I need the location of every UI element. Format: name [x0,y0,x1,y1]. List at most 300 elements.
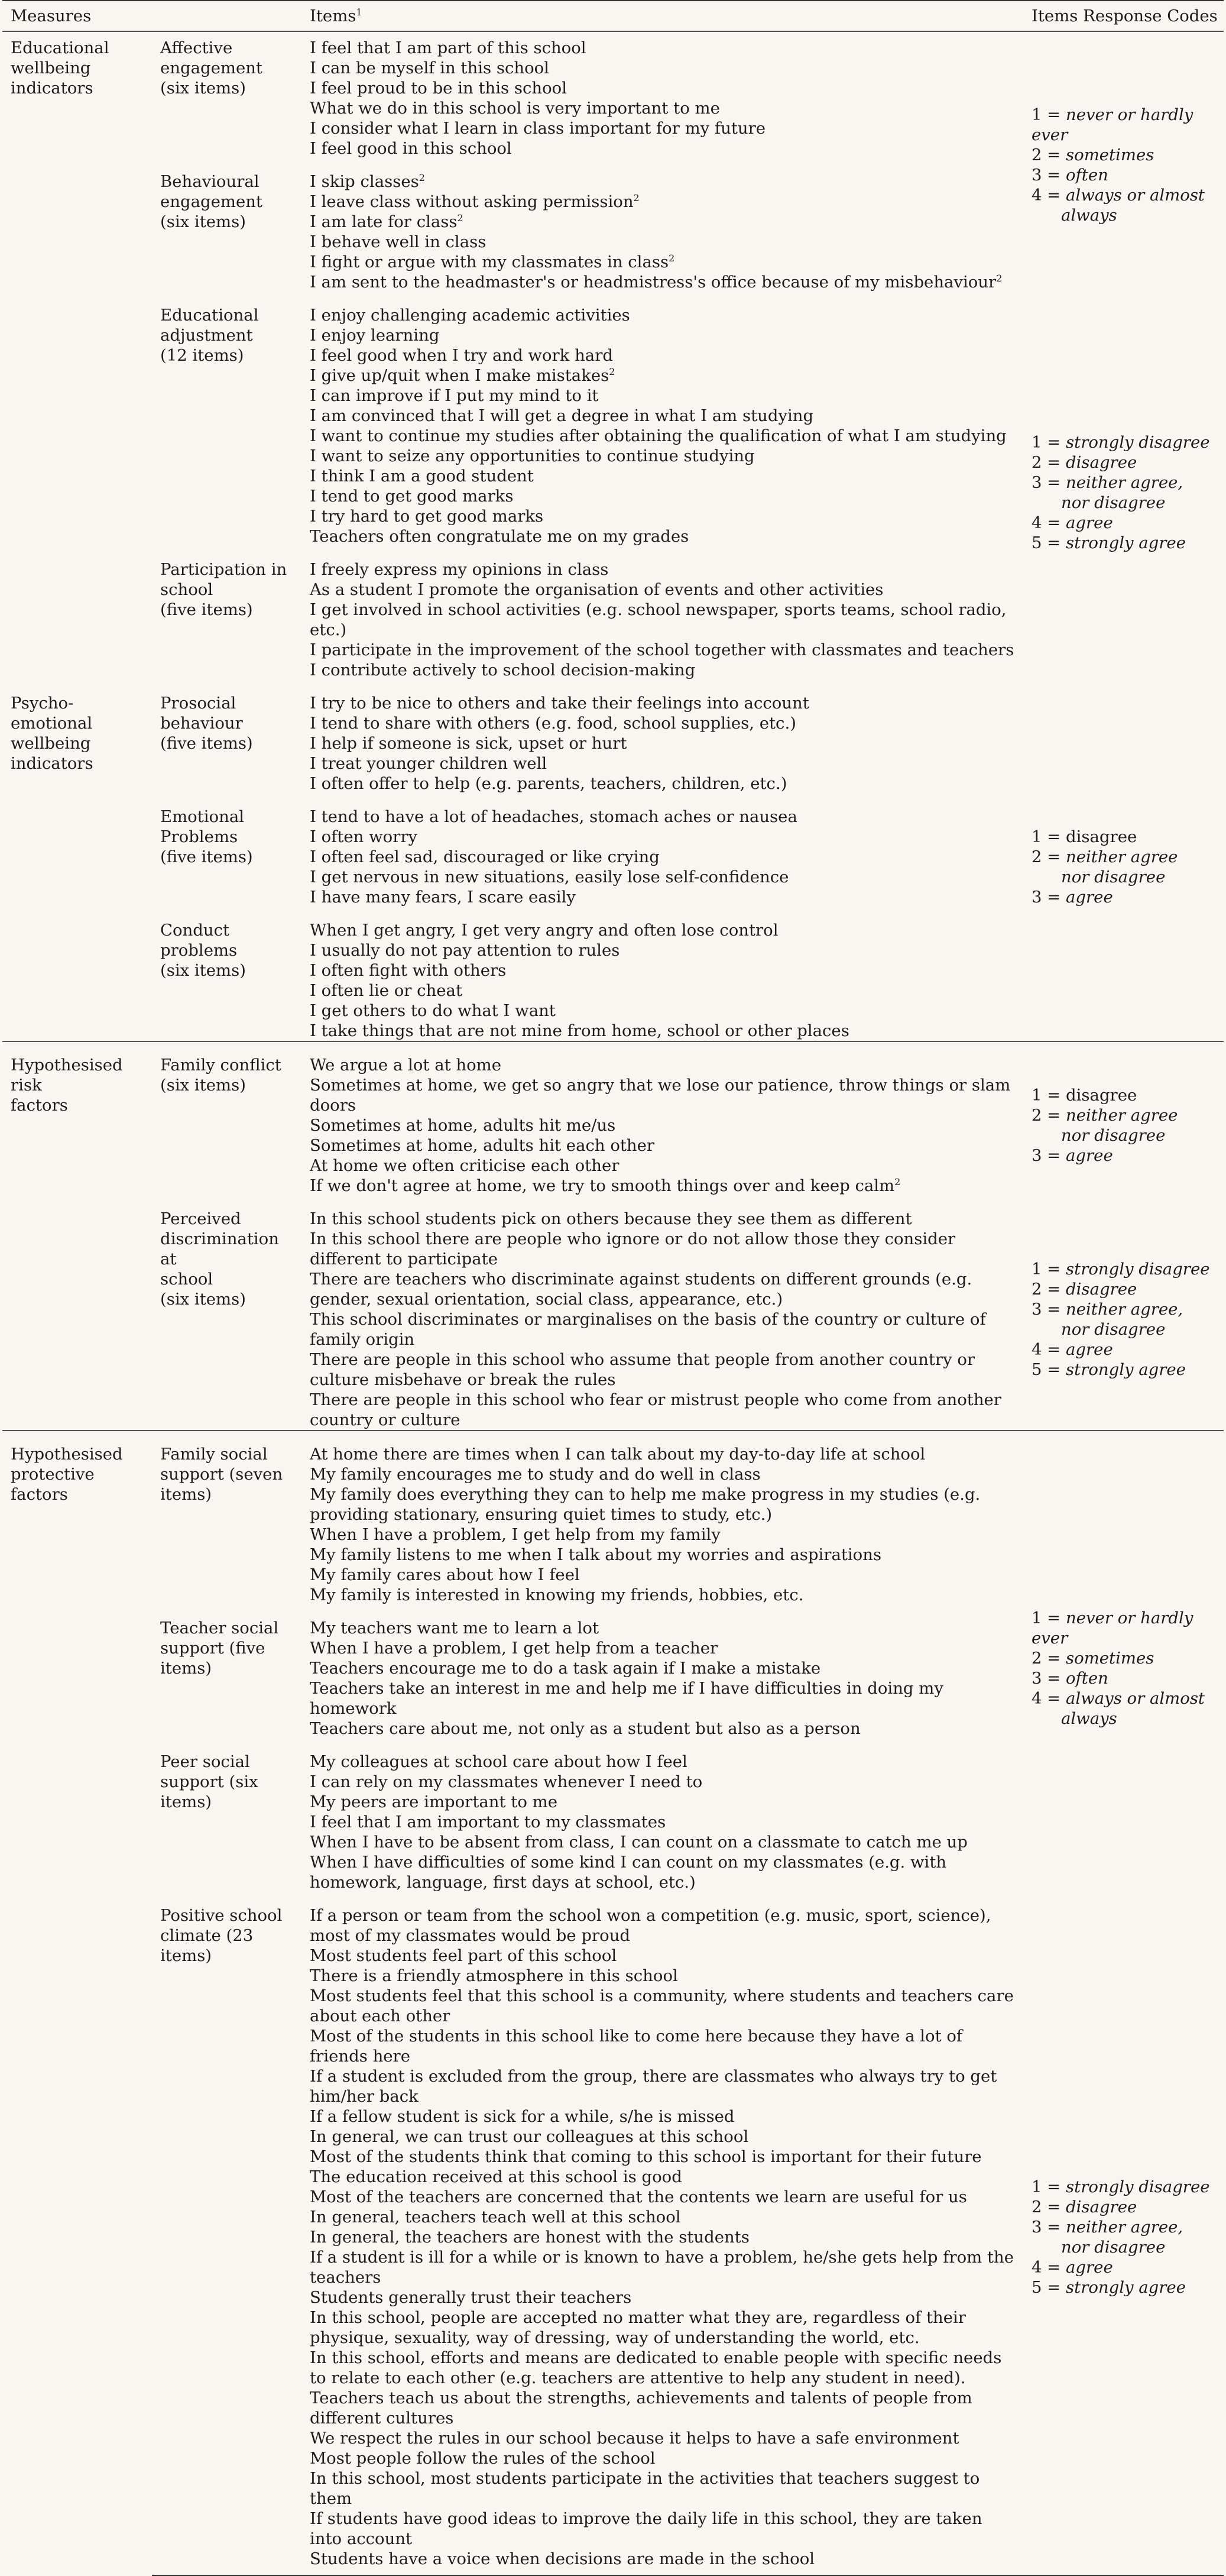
items-cell [301,680,1023,794]
code-number: 4 = [1032,1689,1061,1708]
item-text [310,192,1019,212]
code-number: 5 = [1032,533,1061,552]
response-code [1032,847,1219,887]
code-label: never or hardly ever [1032,1609,1193,1648]
code-label: often [1066,1669,1108,1688]
item-label: When I get angry, I get very angry and often lose control [310,921,779,940]
item-label: I give up/quit when I make mistakes [310,366,609,385]
item-text [310,1565,1019,1585]
item-text [310,466,1019,486]
code-label: neither agree [1066,847,1178,866]
item-text [310,426,1019,446]
code-number: 4 = [1032,1340,1061,1359]
response-code [1032,1608,1219,1648]
item-text [310,212,1019,232]
item-text [310,1852,1019,1892]
item-text [310,325,1019,345]
item-text [310,774,1019,794]
item-text [310,232,1019,252]
measure-subscale: Family social support (seven items) [152,1431,301,1605]
response-code [1032,2257,1219,2277]
header-measures: Measures [2,1,301,31]
measure-subscale: Perceived discrimination at school (six items) [160,1209,279,1309]
item-text [310,600,1019,640]
item-label: I contribute actively to school decision-making [310,661,696,679]
response-codes [1023,1431,1224,1892]
response-code [1032,1279,1219,1299]
response-codes [1023,1041,1224,1196]
item-text [310,2167,1019,2187]
item-text [310,138,1019,158]
item-text [310,1055,1019,1075]
item-label: I take things that are not mine from home, school or other places [310,1021,849,1040]
item-text [310,693,1019,713]
item-text [310,446,1019,466]
item-text [310,486,1019,506]
item-text [310,1021,1019,1041]
code-label-continuation: nor disagree [1061,493,1166,512]
response-codes [1023,1196,1224,1431]
item-text [310,2287,1019,2308]
code-label-continuation: nor disagree [1061,868,1166,886]
item-label: I have many fears, I scare easily [310,888,576,907]
code-number: 4 = [1032,186,1061,205]
items-cell [301,1892,1023,2575]
table-row [2,31,1224,158]
item-label: I consider what I learn in class important for my future [310,119,766,138]
item-text [310,1209,1019,1229]
measure-subscale: Educational adjustment (12 items) [160,306,259,365]
item-label: I get nervous in new situations, easily lose self-confidence [310,868,789,886]
code-label: strongly disagree [1066,433,1210,452]
item-label: My family does everything they can to help me make progress in my studies (e.g. providing stationary, ensuring quiet times to study, etc.) [310,1485,981,1524]
code-label: neither agree [1066,1106,1178,1125]
item-label: Sometimes at home, adults hit each other [310,1136,655,1155]
code-number: 2 = [1032,2198,1061,2216]
item-text [310,98,1019,118]
table-row [2,1041,1224,1196]
item-text [310,920,1019,940]
item-label: Teachers care about me, not only as a student but also as a person [310,1719,861,1738]
response-code [1032,533,1219,553]
item-text [310,1618,1019,1638]
code-label-continuation: always [1061,206,1117,225]
code-label: sometimes [1066,1649,1154,1668]
response-code [1032,1688,1219,1729]
item-text [310,1986,1019,2026]
item-label: I often feel sad, discouraged or like crying [310,847,660,866]
code-label: agree [1066,1340,1113,1359]
code-label: disagree [1066,453,1137,472]
response-codes [1023,680,1224,1041]
code-number: 3 = [1032,1300,1061,1319]
item-text [310,1269,1019,1309]
item-label: Teachers take an interest in me and help me if I have difficulties in doing my homework [310,1679,943,1718]
item-label: I enjoy learning [310,326,440,345]
item-label: Sometimes at home, we get so angry that we lose our patience, throw things or slam doors [310,1076,1011,1115]
measure-subscale: Prosocial behaviour (five items) [160,694,253,753]
item-text [310,2106,1019,2127]
item-label: When I have to be absent from class, I can count on a classmate to catch me up [310,1833,968,1852]
item-label: I feel good when I try and work hard [310,346,613,365]
code-label: disagree [1066,2198,1137,2216]
item-text [310,2388,1019,2428]
item-text [310,1545,1019,1565]
response-codes [1023,31,1224,292]
code-number: 1 = [1032,827,1061,846]
table-body [2,31,1224,2575]
item-label: Sometimes at home, adults hit me/us [310,1116,616,1135]
item-text [310,1812,1019,1832]
item-label: I often fight with others [310,961,507,980]
code-number: 4 = [1032,513,1061,532]
code-label: always or almost [1066,1689,1205,1708]
code-label: agree [1066,888,1113,907]
item-text [310,980,1019,1001]
measure-subscale: Conduct problems (six items) [160,921,246,980]
reverse-coded-marker: 2 [457,212,463,224]
code-label: always or almost [1066,186,1205,205]
response-code [1032,1259,1219,1279]
item-text [310,1719,1019,1739]
item-label: My family encourages me to study and do well in class [310,1465,761,1484]
item-label: Teachers often congratulate me on my grades [310,527,689,546]
code-label: agree [1066,513,1113,532]
code-label: agree [1066,1146,1113,1165]
item-text [310,1905,1019,1946]
item-label: In this school, people are accepted no matter what they are, regardless of their physique, sexuality, way of dressing, way of understanding the world, etc. [310,2308,966,2347]
item-text [310,1075,1019,1115]
measure-subscale: Participation in school (five items) [160,560,287,619]
item-label: I can rely on my classmates whenever I need to [310,1772,703,1791]
item-text [310,1001,1019,1021]
item-label: I try hard to get good marks [310,507,544,526]
footnote-marker: 1 [356,6,362,18]
item-label: My colleagues at school care about how I feel [310,1752,687,1771]
item-label: I try to be nice to others and take their feelings into account [310,694,809,713]
item-text [310,1135,1019,1156]
response-code [1032,1299,1219,1339]
item-text [310,847,1019,867]
header-response-codes: Items Response Codes [1023,1,1224,31]
item-label: If a person or team from the school won a competition (e.g. music, sport, science), most of my classmates would be proud [310,1906,991,1945]
item-label: If a fellow student is sick for a while, s/he is missed [310,2107,735,2126]
code-label: strongly agree [1066,1360,1186,1379]
response-code [1032,2277,1219,2297]
code-number: 2 = [1032,453,1061,472]
item-text [310,2066,1019,2106]
item-text [310,526,1019,546]
response-code [1032,1360,1219,1380]
response-code [1032,432,1219,452]
item-text [310,887,1019,907]
code-number: 3 = [1032,888,1061,907]
item-text [310,1350,1019,1390]
item-label: Most of the students in this school like to come here because they have a lot of friends here [310,2027,963,2066]
items-cell [301,1041,1023,1196]
item-label: If a student is excluded from the group, there are classmates who always try to get him/her back [310,2067,997,2106]
reverse-coded-marker: 2 [669,252,675,264]
response-code [1032,1145,1219,1166]
item-label: Teachers encourage me to do a task again if I make a mistake [310,1659,821,1678]
response-code [1032,1105,1219,1145]
item-text [310,1585,1019,1605]
item-label: I can be myself in this school [310,59,549,77]
table-row [2,1892,1224,2575]
item-label: I get involved in school activities (e.g. school newspaper, sports teams, school radio, etc.) [310,600,1007,639]
item-text [310,2509,1019,2549]
item-text [310,2127,1019,2147]
header-items-label: Items [310,7,356,25]
item-label: My family listens to me when I talk about my worries and aspirations [310,1545,882,1564]
code-label: neither agree, [1066,473,1183,492]
code-label: strongly disagree [1066,1260,1210,1279]
item-text [310,660,1019,680]
item-label: In this school, efforts and means are dedicated to enable people with specific needs to relate to each other (e.g. teachers are attentive to help any student in need). [310,2348,1002,2387]
item-text [310,2207,1019,2227]
item-text [310,58,1019,78]
reverse-coded-marker: 2 [633,192,640,203]
item-text [310,345,1019,365]
item-label: I participate in the improvement of the school together with classmates and teachers [310,640,1014,659]
item-text [310,506,1019,526]
measure-category: Psycho- emotional wellbeing indicators [11,694,93,773]
item-text [310,1309,1019,1350]
item-label: There are teachers who discriminate against students on different grounds (e.g. gender, sexual orientation, social class, appearance, etc.) [310,1270,972,1309]
item-text [310,78,1019,98]
measure-subscale: Affective engagement (six items) [160,38,262,98]
response-code [1032,452,1219,473]
item-label: I get others to do what I want [310,1001,556,1020]
item-label: I feel good in this school [310,139,512,158]
item-label: I tend to have a lot of headaches, stomach aches or nausea [310,807,797,826]
code-label-continuation: nor disagree [1061,2238,1166,2257]
measure-subscale: Behavioural engagement (six items) [160,172,262,231]
item-text [310,807,1019,827]
reverse-coded-marker: 2 [996,272,1003,284]
item-label: This school discriminates or marginalises on the basis of the country or culture of family origin [310,1310,986,1349]
response-code [1032,473,1219,513]
measure-category: Hypothesised protective factors [2,1431,152,2575]
item-label: We respect the rules in our school because it helps to have a safe environment [310,2429,959,2448]
item-text [310,640,1019,660]
item-text [310,713,1019,733]
code-number: 1 = [1032,1260,1061,1279]
code-number: 2 = [1032,145,1061,164]
item-label: I tend to get good marks [310,487,514,506]
item-text [310,171,1019,192]
item-label: The education received at this school is good [310,2167,682,2186]
item-label: I often offer to help (e.g. parents, teachers, children, etc.) [310,774,787,793]
reverse-coded-marker: 2 [609,365,615,377]
measure-subscale: Positive school climate (23 items) [152,1892,301,2575]
item-label: I want to continue my studies after obtaining the qualification of what I am studying [310,426,1007,445]
response-code [1032,145,1219,165]
measure-category: Educational wellbeing indicators [11,38,109,98]
item-text [310,1176,1019,1196]
item-label: When I have difficulties of some kind I can count on my classmates (e.g. with homework, language, first days at school, etc.) [310,1853,947,1892]
header-items [301,1,1023,31]
code-number: 5 = [1032,1360,1061,1379]
measure-subscale: Family conflict (six items) [152,1041,301,1196]
item-label: If we don't agree at home, we try to smooth things over and keep calm [310,1176,895,1195]
code-label: agree [1066,2258,1113,2277]
item-text [310,386,1019,406]
item-text [310,559,1019,580]
item-text [310,2549,1019,2569]
item-label: I enjoy challenging academic activities [310,306,630,325]
item-text [310,1658,1019,1678]
item-label: Most of the students think that coming to this school is important for their future [310,2147,982,2166]
code-number: 3 = [1032,2218,1061,2237]
reverse-coded-marker: 2 [419,171,425,183]
items-cell [301,907,1023,1041]
response-code [1032,1648,1219,1668]
item-label: I think I am a good student [310,467,534,486]
item-text [310,1966,1019,1986]
item-text [310,118,1019,138]
item-text [310,2026,1019,2066]
response-code [1032,105,1219,145]
item-text [310,1484,1019,1525]
item-label: I am late for class [310,212,458,231]
code-label: sometimes [1066,145,1154,164]
code-number: 1 = [1032,2177,1061,2196]
item-label: What we do in this school is very important to me [310,99,720,118]
item-text [310,940,1019,960]
measure-subscale: Peer social support (six items) [160,1752,258,1811]
item-label: If a student is ill for a while or is known to have a problem, he/she gets help from the teachers [310,2248,1014,2287]
item-text [310,827,1019,847]
item-label: I leave class without asking permission [310,192,634,211]
item-label: I feel proud to be in this school [310,79,567,98]
item-label: I want to seize any opportunities to continue studying [310,446,755,465]
code-label-continuation: nor disagree [1061,1126,1166,1145]
item-text [310,580,1019,600]
items-cell [301,292,1023,546]
item-label: I usually do not pay attention to rules [310,941,620,960]
item-text [310,753,1019,774]
code-number: 5 = [1032,2278,1061,2297]
item-label: My family cares about how I feel [310,1565,580,1584]
code-number: 1 = [1032,1086,1061,1105]
code-number: 2 = [1032,1106,1061,1125]
item-label: I fight or argue with my classmates in class [310,253,669,271]
code-number: 3 = [1032,473,1061,492]
response-code [1032,2197,1219,2217]
item-text [310,1390,1019,1430]
code-label: strongly agree [1066,2278,1186,2297]
item-text [310,1752,1019,1772]
item-label: My peers are important to me [310,1792,557,1811]
item-text [310,2348,1019,2388]
item-label: In this school students pick on others because they see them as different [310,1209,912,1228]
item-label: Students generally trust their teachers [310,2288,632,2307]
items-cell [301,1739,1023,1892]
item-label: If students have good ideas to improve the daily life in this school, they are taken into account [310,2509,982,2548]
item-text [310,733,1019,753]
item-label: I feel that I am part of this school [310,38,586,57]
response-code [1032,2177,1219,2197]
item-label: I tend to share with others (e.g. food, school supplies, etc.) [310,714,796,733]
response-code [1032,165,1219,185]
item-text [310,1678,1019,1719]
item-text [310,1772,1019,1792]
item-label: I am convinced that I will get a degree in what I am studying [310,406,814,425]
item-text [310,960,1019,980]
code-number: 2 = [1032,847,1061,866]
item-label: In general, the teachers are honest with the students [310,2228,750,2247]
item-text [310,1638,1019,1658]
item-label: In this school, most students participate in the activities that teachers suggest to them [310,2469,980,2508]
table-row [2,680,1224,794]
item-text [310,1115,1019,1135]
item-text [310,305,1019,325]
code-label: disagree [1066,827,1137,846]
item-text [310,1832,1019,1852]
item-label: Students have a voice when decisions are made in the school [310,2549,815,2568]
item-label: I can improve if I put my mind to it [310,386,599,405]
response-code [1032,887,1219,907]
item-label: There is a friendly atmosphere in this school [310,1966,678,1985]
item-label: In general, we can trust our colleagues at this school [310,2127,749,2146]
response-code [1032,1339,1219,1360]
item-label: My teachers want me to learn a lot [310,1619,599,1637]
code-label: disagree [1066,1280,1137,1299]
item-label: I treat younger children well [310,754,547,773]
item-label: At home we often criticise each other [310,1156,620,1175]
items-cell [301,1605,1023,1739]
item-label: We argue a lot at home [310,1056,501,1075]
item-label: My family is interested in knowing my friends, hobbies, etc. [310,1585,804,1604]
code-label: never or hardly ever [1032,105,1193,144]
code-number: 1 = [1032,433,1061,452]
response-code [1032,2217,1219,2257]
item-text [310,2308,1019,2348]
response-code [1032,1085,1219,1105]
code-number: 1 = [1032,105,1061,124]
code-label: neither agree, [1066,2218,1183,2237]
item-label: In general, teachers teach well at this school [310,2208,681,2227]
code-number: 2 = [1032,1649,1061,1668]
item-label: I feel that I am important to my classmates [310,1813,666,1831]
item-label: I am sent to the headmaster's or headmistress's office because of my misbehaviour [310,273,997,292]
item-text [310,2227,1019,2247]
code-number: 3 = [1032,1146,1061,1165]
item-label: When I have a problem, I get help from my family [310,1525,721,1544]
code-label: neither agree, [1066,1300,1183,1319]
items-cell [301,794,1023,907]
item-text [310,1792,1019,1812]
item-text [310,1525,1019,1545]
response-codes [1023,1892,1224,2575]
items-cell [301,31,1023,158]
item-label: There are people in this school who assume that people from another country or culture misbehave or break the rules [310,1350,975,1389]
code-label: often [1066,166,1108,185]
code-number: 1 = [1032,1609,1061,1627]
code-number: 3 = [1032,166,1061,185]
item-label: Most students feel that this school is a community, where students and teachers care about each other [310,1986,1014,2025]
items-cell [301,1431,1023,1605]
item-text [310,2448,1019,2468]
code-number: 3 = [1032,1669,1061,1688]
item-label: Most people follow the rules of the school [310,2449,656,2468]
code-label: disagree [1066,1086,1137,1105]
item-label: At home there are times when I can talk about my day-to-day life at school [310,1445,926,1464]
table-row [2,292,1224,546]
code-number: 4 = [1032,2258,1061,2277]
item-label: In this school there are people who ignore or do not allow those they consider different to participate [310,1229,956,1268]
